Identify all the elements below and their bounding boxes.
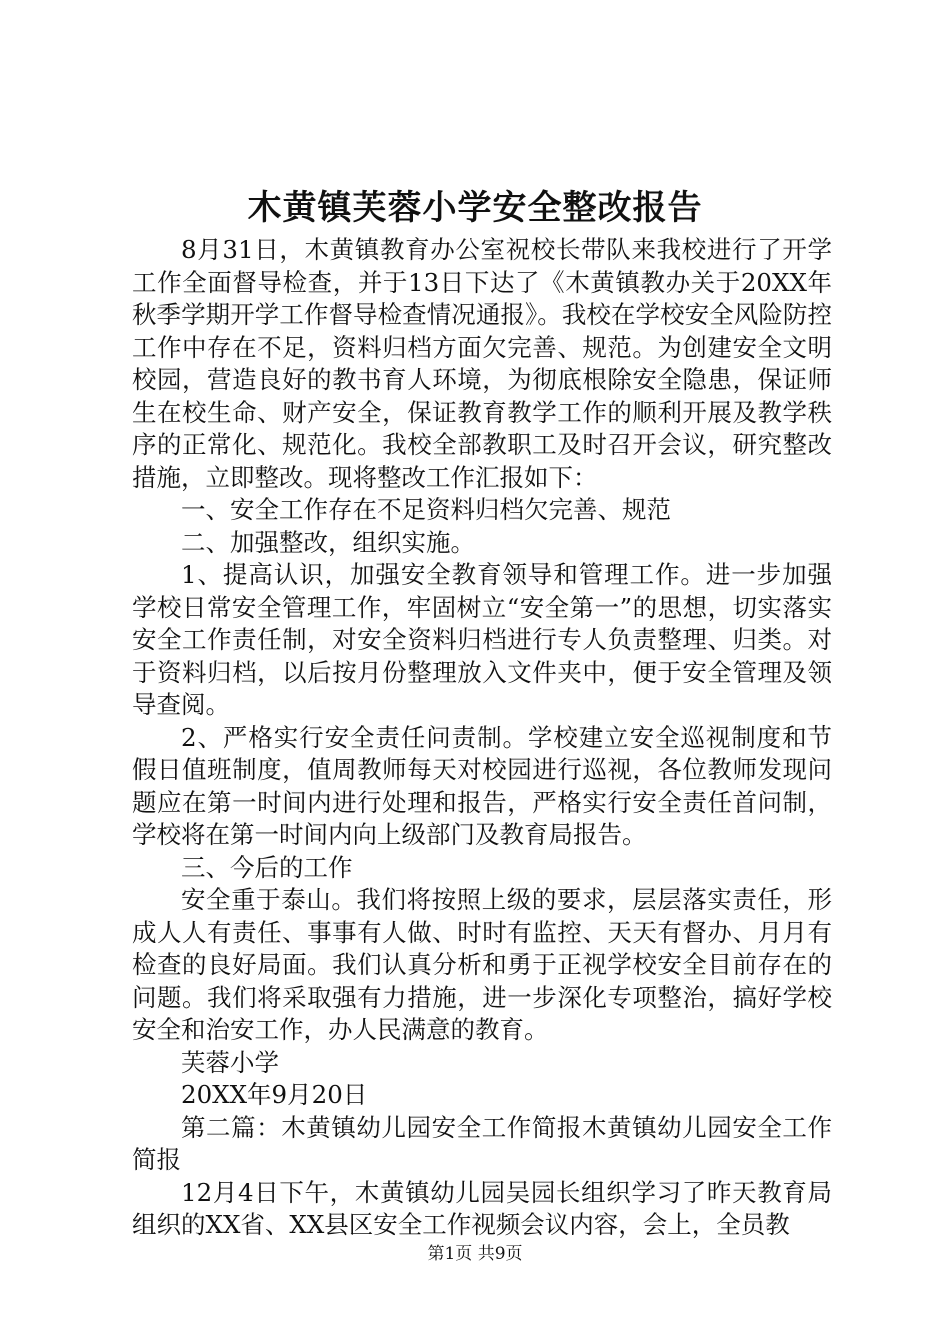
heading-second-article: 第二篇：木黄镇幼儿园安全工作简报木黄镇幼儿园安全工作简报 (132, 1112, 832, 1174)
paragraph-future-work: 安全重于泰山。我们将按照上级的要求，层层落实责任，形成人人有责任、事事有人做、时时有监控、天天有督办、月月有检查的良好局面。我们认真分析和勇于正视学校安全目前存在的问题。我们将采取强有力措施，进一步深化专项整治，搞好学校安全和治安工作，办人民满意的教育。 (132, 885, 832, 1044)
heading-section-1: 一、安全工作存在不足资料归档欠完善、规范 (181, 495, 671, 524)
heading-section-2: 二、加强整改，组织实施。 (181, 527, 475, 557)
signature-date: 20XX年9月20日 (181, 1080, 368, 1109)
document-body (132, 234, 832, 1242)
paragraph-intro: 8月31日，木黄镇教育办公室祝校长带队来我校进行了开学工作全面督导检查，并于13日下达了《木黄镇教办关于20XX年秋季学期开学工作督导检查情况通报》。我校在学校安全风险防控工作中存在不足，资料归档方面欠完善、规范。为创建安全文明校园，营造良好的教书育人环境，为彻底根除安全隐患，保证师生在校生命、财产安全，保证教育教学工作的顺利开展及教学秩序的正常化、规范化。我校全部教职工及时召开会议，研究整改措施，立即整改。现将整改工作汇报如下： (132, 235, 832, 492)
signature-school: 芙蓉小学 (181, 1047, 279, 1077)
paragraph-item-2: 2、严格实行安全责任问责制。学校建立安全巡视制度和节假日值班制度，值周教师每天对校园进行巡视，各位教师发现问题应在第一时间内进行处理和报告，严格实行安全责任首问制，学校将在第一时间内向上级部门及教育局报告。 (132, 722, 832, 849)
document-title: 木黄镇芙蓉小学安全整改报告 (247, 188, 703, 228)
page-number-footer: 第1页 共9页 (427, 1244, 523, 1264)
paragraph-second-article: 12月4日下午，木黄镇幼儿园吴园长组织学习了昨天教育局组织的XX省、XX县区安全工作视频会议内容，会上，全员教 (132, 1177, 832, 1239)
paragraph-item-1: 1、提高认识，加强安全教育领导和管理工作。进一步加强学校日常安全管理工作，牢固树立“安全第一”的思想，切实落实安全工作责任制，对安全资料归档进行专人负责整理、归类。对于资料归档，以后按月份整理放入文件夹中，便于安全管理及领导查阅。 (132, 560, 832, 719)
heading-section-3: 三、今后的工作 (181, 852, 353, 882)
